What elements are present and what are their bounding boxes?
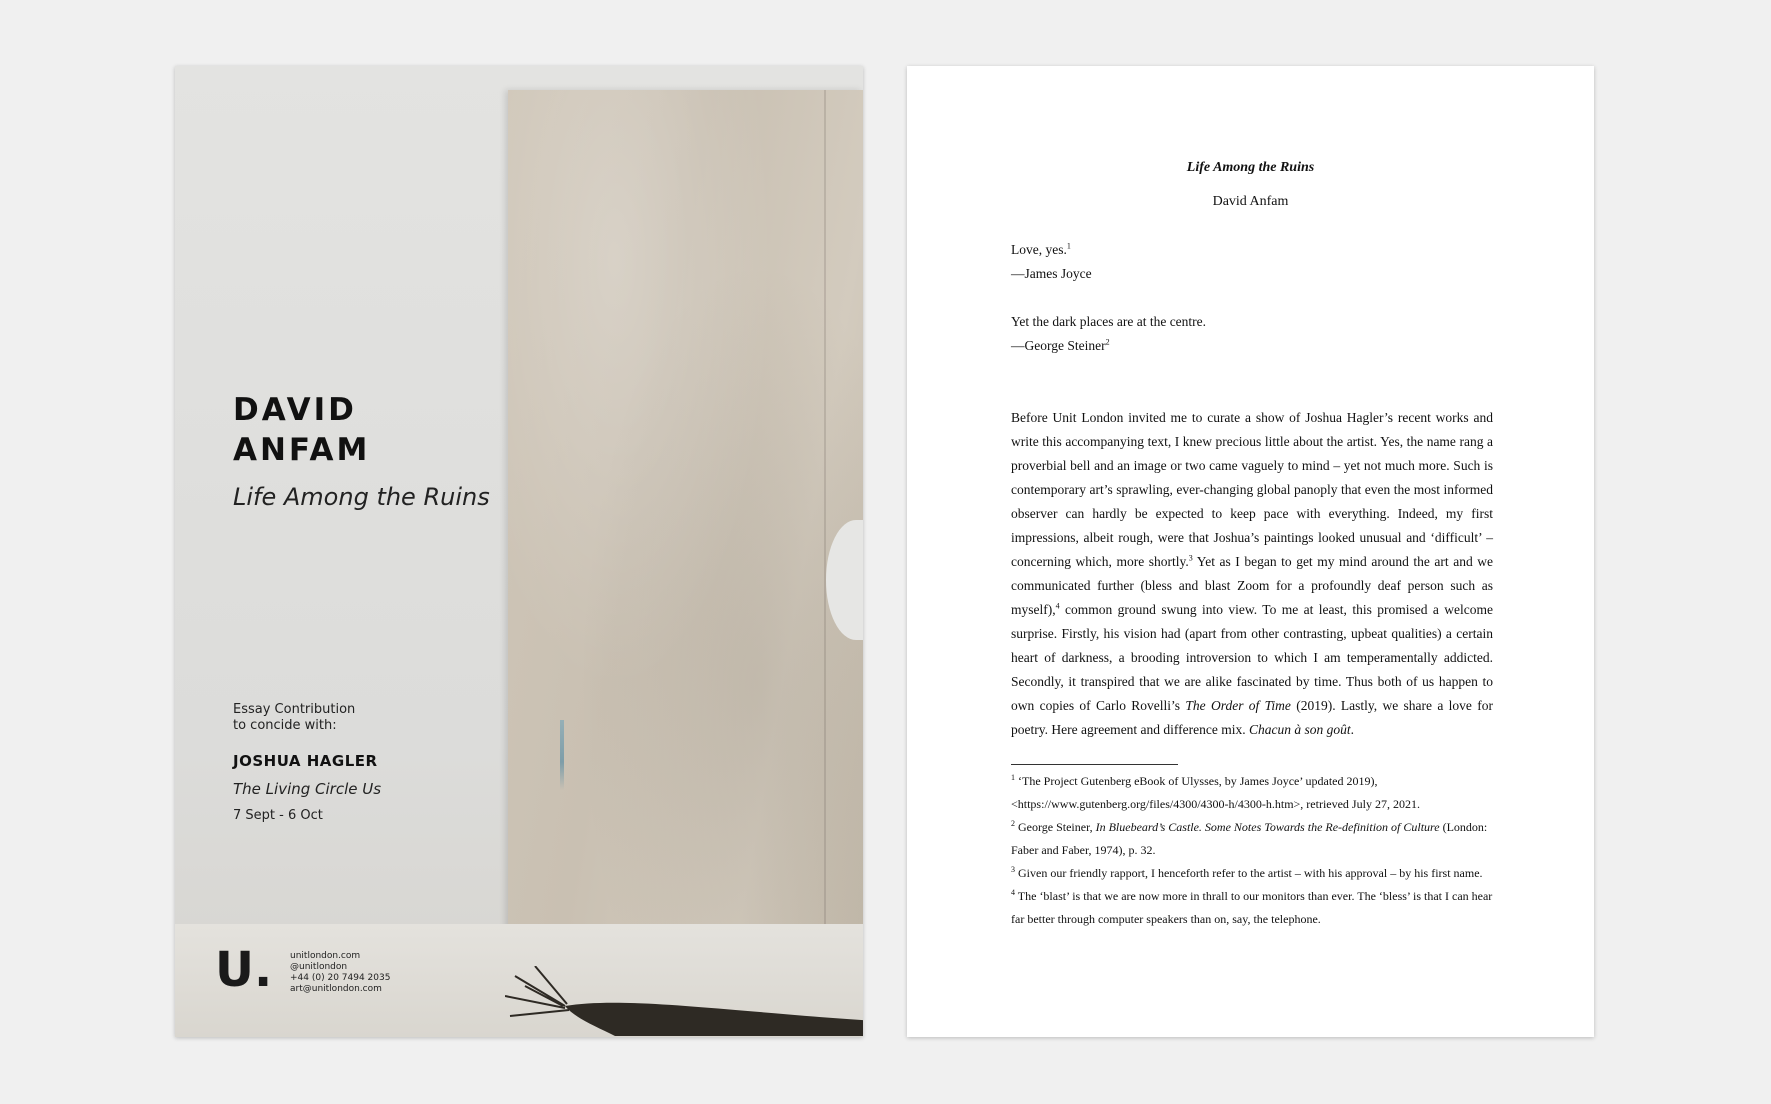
footnote-1: $^1$ ‘The Project Gutenberg eBook of Ulysses, by James Joyce’ updated 2019), <https://www.gutenberg.org/files/4300/4300-h/4300-h.htm>, retrieved July 27, 2021. xyxy=(1011,773,1420,811)
canvas-artwork-image xyxy=(508,90,863,938)
footnote-ref-4: 4 xyxy=(1055,601,1060,611)
canvas-hole xyxy=(826,520,863,640)
canvas-fold xyxy=(824,90,826,938)
poster-name-line1: DAVID xyxy=(233,392,357,428)
footnote-divider xyxy=(1011,764,1178,765)
epigraph-attribution: —James Joyce xyxy=(1011,266,1092,281)
closing-phrase: Chacun à son goût xyxy=(1249,722,1351,737)
contact-website: unitlondon.com xyxy=(290,951,361,961)
book-title: The Order of Time xyxy=(1185,698,1291,713)
epigraph-joyce xyxy=(1011,238,1092,286)
poster-artist-name: JOSHUA HAGLER xyxy=(233,752,378,770)
essay-body-paragraph: Before Unit London invited me to curate a show of Joshua Hagler’s recent works and write this accompanying text, I knew precious little about the artist. Yes, the name rang a proverbial bell and an image or two came vaguely to mind – yet not much more. Such is contemporary art’s sprawling, ever-changing global panoply that even the most informed observer can hardly be expected to keep pace with everything. Indeed, my first impressions, albeit rough, were that Joshua’s paintings looked unusual and ‘difficult’ – concerning which, more shortly.$^3$ Yet as I began to get my mind around the art and we communicated further (bless and blast Zoom for a profoundly deaf person such as myself),$^4$ common ground swung into view. To me at least, this promised a welcome surprise. Firstly, his vision had (apart from other contrasting, upbeat qualities) a certain heart of darkness, a brooding introversion to which I am temperamentally addicted. Secondly, it transpired that we are alike fascinated by time. Thus both of us happen to own copies of Carlo Rovelli’s The Order of Time (2019). Lastly, we share a love for poetry. Here agreement and difference mix. Chacun à son goût. xyxy=(1011,410,1494,737)
unit-london-logo: U. xyxy=(215,942,273,998)
essay-page xyxy=(907,66,1594,1037)
footnote-ref: 1 xyxy=(1066,241,1071,251)
contact-phone: +44 (0) 20 7494 2035 xyxy=(290,973,391,983)
essay-title: Life Among the Ruins xyxy=(1186,160,1315,175)
footnote-ref: 2 xyxy=(1105,337,1110,347)
poster-cover xyxy=(175,66,863,1037)
poster-author-name xyxy=(233,390,533,470)
brush-object-image xyxy=(505,966,863,1036)
poster-show-dates: 7 Sept - 6 Oct xyxy=(233,808,323,823)
contact-handle: @unitlondon xyxy=(290,962,348,972)
paint-drip xyxy=(560,720,564,790)
poster-essay-title: Life Among the Ruins xyxy=(233,483,490,511)
footnote-3: $^3$ Given our friendly rapport, I henceforth refer to the artist – with his approval – by his first name. xyxy=(1011,865,1483,880)
poster-essay-line2: to concide with: xyxy=(233,718,337,733)
poster-essay-note xyxy=(233,702,433,734)
epigraph-quote: Love, yes.$^1$ xyxy=(1011,241,1071,257)
footnote-ref-3: 3 xyxy=(1188,553,1193,563)
poster-show-title: The Living Circle Us xyxy=(233,780,382,798)
essay-author: David Anfam xyxy=(1212,194,1289,209)
epigraph-quote: Yet the dark places are at the centre. xyxy=(1011,314,1207,329)
footnote-2: $^2$ George Steiner, In Bluebeard’s Castle. Some Notes Towards the Re-definition of Culture (London: Faber and Faber, 1974), p. 32. xyxy=(1011,819,1488,857)
poster-name-line2: ANFAM xyxy=(233,432,371,468)
poster-essay-line1: Essay Contribution xyxy=(233,702,356,717)
footnotes xyxy=(1011,770,1493,931)
contact-email: art@unitlondon.com xyxy=(290,984,382,994)
epigraph-attribution: —George Steiner$^2$ xyxy=(1011,337,1110,353)
footnote-4: $^4$ The ‘blast’ is that we are now more in thrall to our monitors than ever. The ‘bless’ is that I can hear far better through computer speakers than on, say, the telephone. xyxy=(1011,888,1493,926)
epigraph-steiner xyxy=(1011,310,1206,358)
contact-block xyxy=(290,951,390,995)
